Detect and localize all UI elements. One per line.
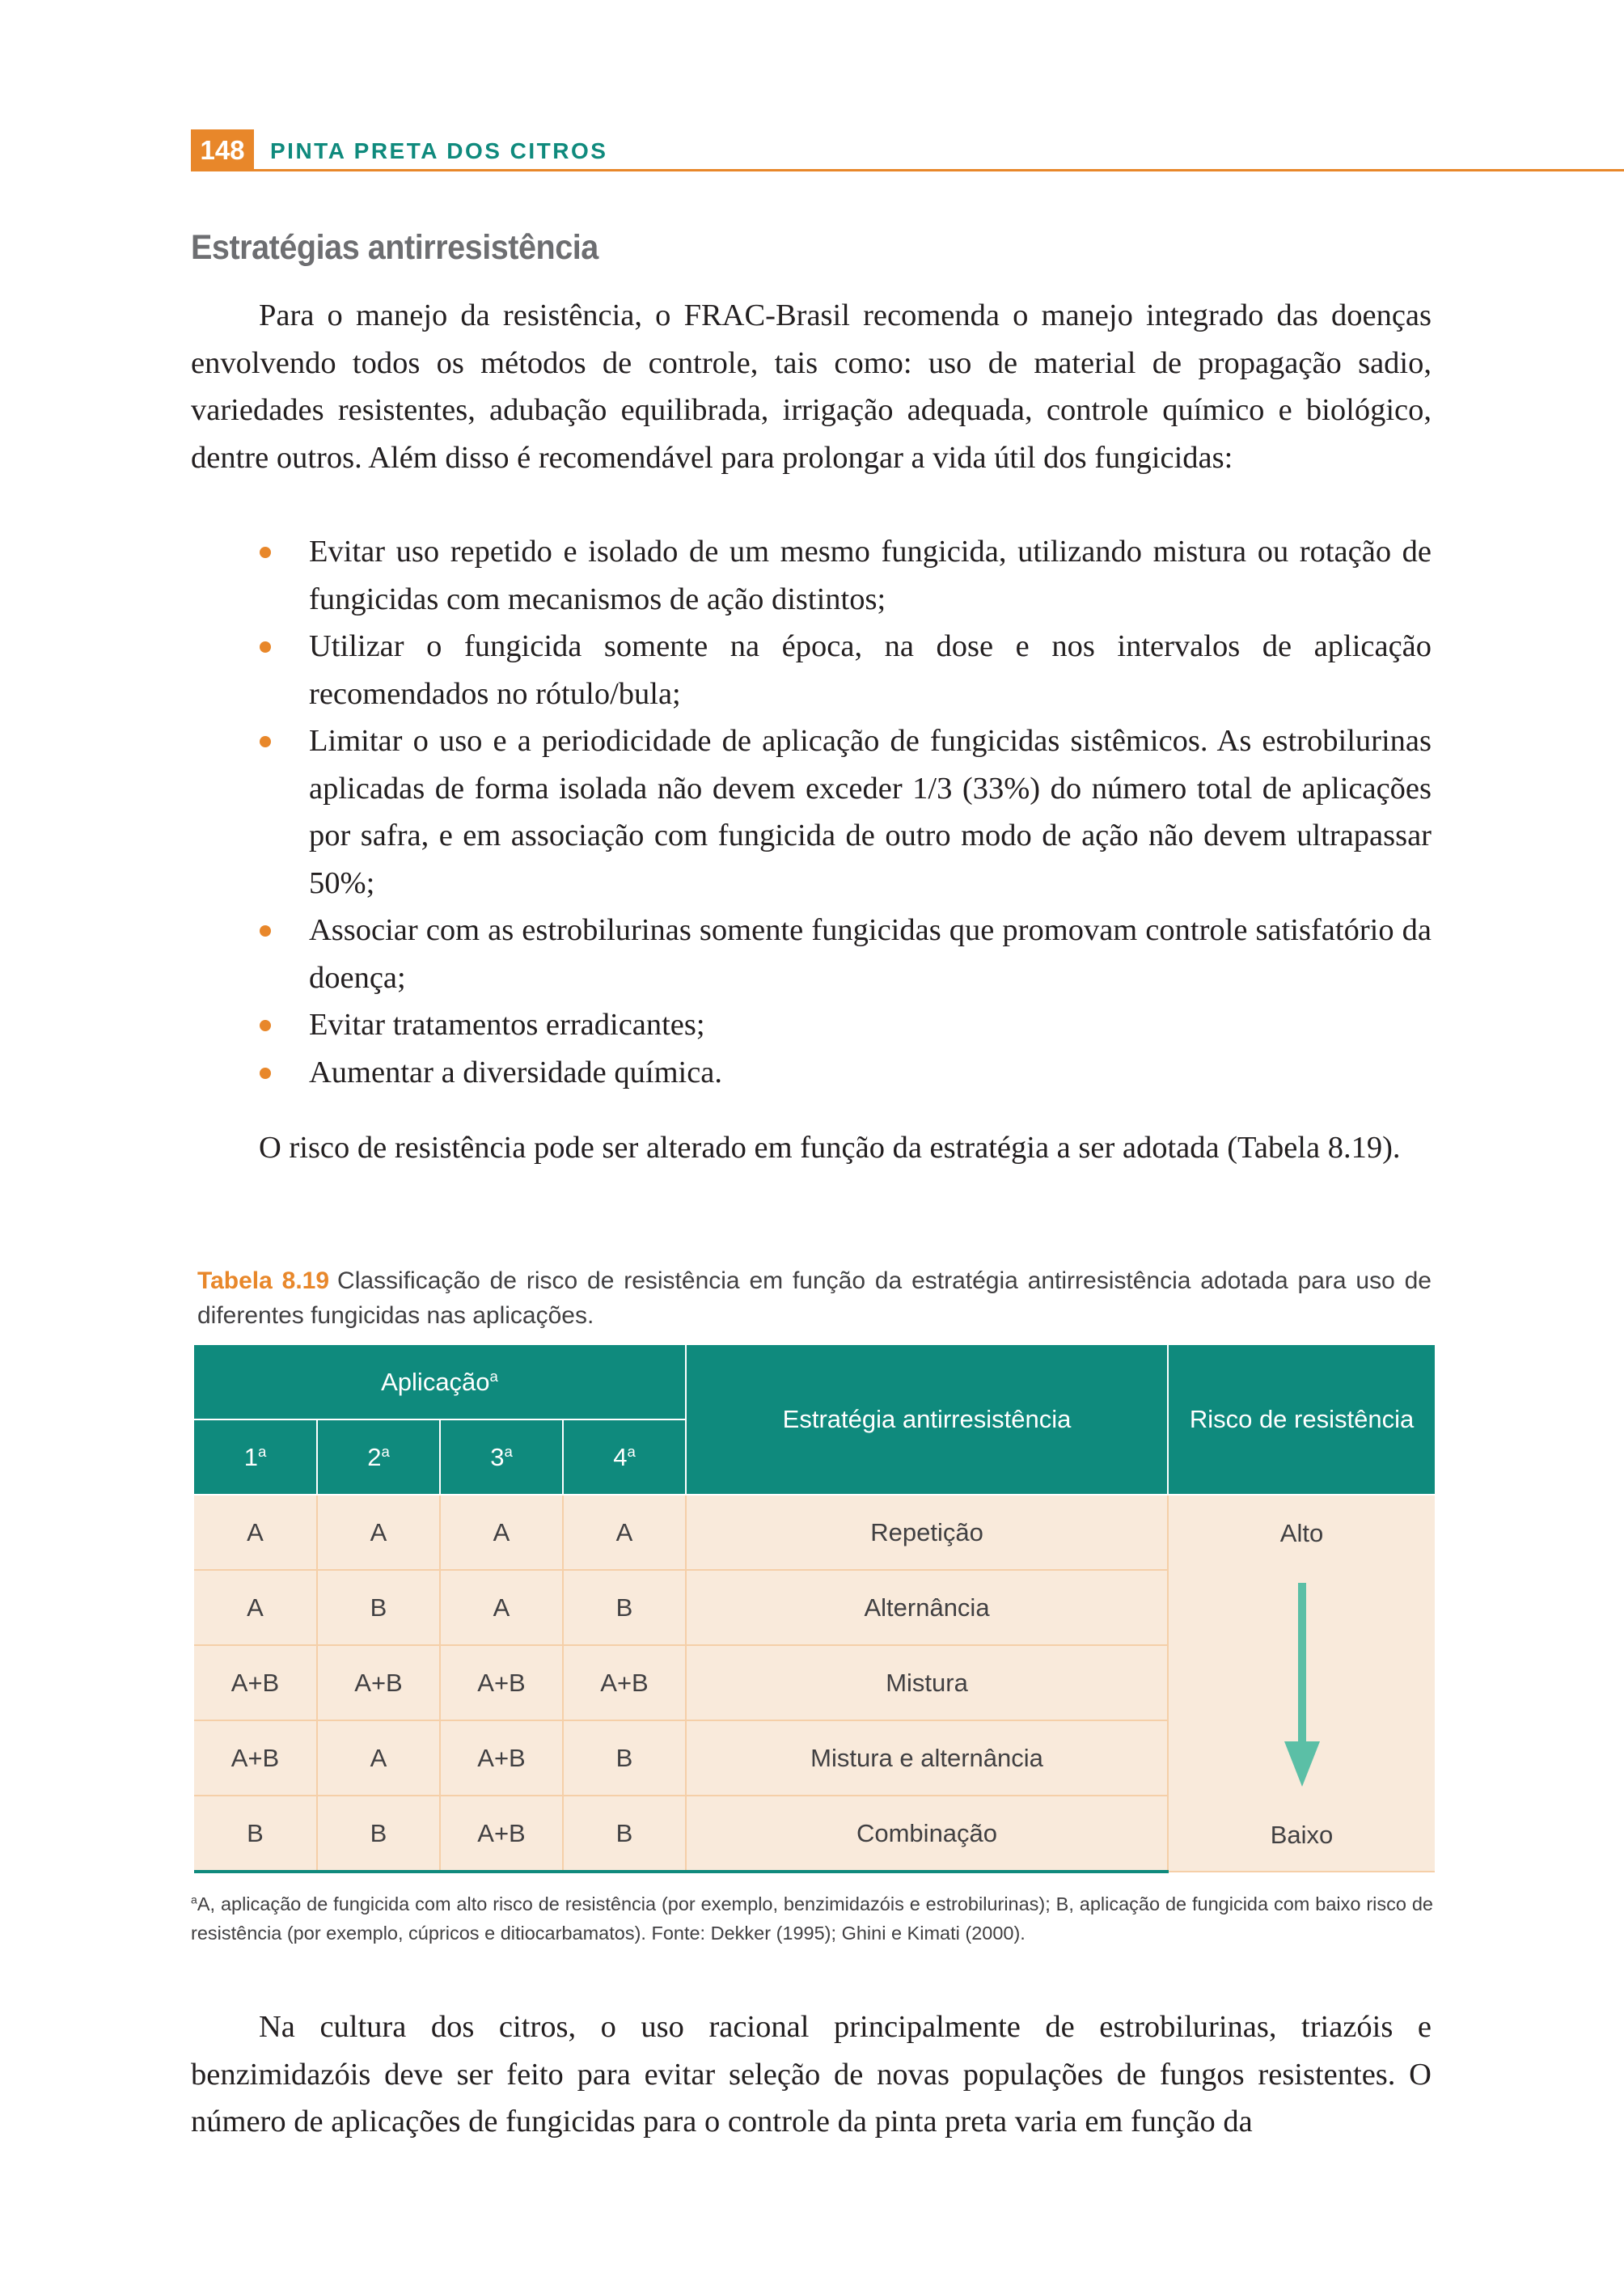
continuation-text: Na cultura dos citros, o uso racional principalmente de estrobilurinas, triazóis e benzimidazóis deve ser feito para evitar seleção de novas populações de fungos resistentes. O número de aplicações de fungicidas para o controle da pinta preta varia em função da xyxy=(191,2010,1432,2139)
cell-app-3: A+B xyxy=(440,1720,563,1796)
footnote-text: A, aplicação de fungicida com alto risco de resistência (por exemplo, benzimidazóis e estrobilurinas); B, aplicação de fungicida com baixo risco de resistência (por exemplo, cúpricos e ditiocarbamatos). Fonte: Dekker (1995); Ghini e Kimati (2000). xyxy=(191,1893,1433,1944)
bullet-icon xyxy=(260,641,271,653)
risk-table xyxy=(194,1345,1435,1873)
list-item xyxy=(191,1049,1432,1097)
header-app-2: 2$^a$ xyxy=(317,1419,440,1495)
list-item-text: Evitar tratamentos erradicantes; xyxy=(309,1008,705,1042)
list-item xyxy=(191,1001,1432,1049)
running-header xyxy=(191,129,1624,171)
intro-paragraph xyxy=(191,292,1432,481)
continuation-paragraph xyxy=(191,2003,1432,2146)
bullet-icon xyxy=(260,925,271,937)
cell-app-1: A xyxy=(194,1570,317,1645)
cell-app-3: A+B xyxy=(440,1645,563,1720)
list-item-text: Associar com as estrobilurinas somente fungicidas que promovam controle satisfatório da doença; xyxy=(309,913,1432,995)
cell-app-3: A xyxy=(440,1570,563,1645)
caption-text: Classificação de risco de resistência em função da estratégia antirresistência adotada para uso de diferentes fungicidas nas aplicações. xyxy=(197,1267,1432,1329)
list-item xyxy=(191,717,1432,907)
list-item xyxy=(191,907,1432,1001)
risk-high-label: Alto xyxy=(1279,1519,1324,1547)
header-app-3: 3$^a$ xyxy=(440,1419,563,1495)
page-number: 148 xyxy=(191,129,254,171)
cell-app-2: B xyxy=(317,1796,440,1872)
cell-app-4: B xyxy=(563,1570,686,1645)
recommendation-list xyxy=(191,528,1432,1096)
list-item-text: Aumentar a diversidade química. xyxy=(309,1055,723,1089)
cell-app-4: B xyxy=(563,1720,686,1796)
cell-strategy: Combinação xyxy=(686,1796,1168,1872)
running-title: PINTA PRETA DOS CITROS xyxy=(270,138,608,163)
list-item xyxy=(191,528,1432,623)
header-app-1: 1$^a$ xyxy=(194,1419,317,1495)
header-rule xyxy=(254,169,1624,171)
risk-low-label: Baixo xyxy=(1270,1821,1334,1849)
header-strategy: Estratégia antirresistência xyxy=(686,1345,1168,1495)
bullet-icon xyxy=(260,1020,271,1031)
cell-strategy: Mistura xyxy=(686,1645,1168,1720)
bullet-icon xyxy=(260,1068,271,1079)
header-app-4: 4$^a$ xyxy=(563,1419,686,1495)
header-risk: Risco de resistência xyxy=(1168,1345,1435,1495)
closing-text: O risco de resistência pode ser alterado em função da estratégia a ser adotada (Tabela 8.19). xyxy=(259,1131,1401,1165)
cell-app-2: A+B xyxy=(317,1645,440,1720)
cell-app-3: A+B xyxy=(440,1796,563,1872)
bullet-icon xyxy=(260,736,271,747)
risk-column xyxy=(1168,1495,1435,1872)
cell-app-4: A+B xyxy=(563,1645,686,1720)
table-row xyxy=(194,1495,1435,1570)
bullet-icon xyxy=(260,547,271,558)
header-application: Aplicação$^a$ xyxy=(194,1345,686,1419)
footnote-marker: a xyxy=(191,1893,197,1906)
cell-app-2: A xyxy=(317,1495,440,1570)
cell-strategy: Mistura e alternância xyxy=(686,1720,1168,1796)
closing-paragraph xyxy=(191,1124,1432,1172)
cell-app-2: B xyxy=(317,1570,440,1645)
cell-app-4: B xyxy=(563,1796,686,1872)
cell-app-3: A xyxy=(440,1495,563,1570)
table-caption xyxy=(197,1263,1432,1333)
list-item-text: Limitar o uso e a periodicidade de aplicação de fungicidas sistêmicos. As estrobilurinas aplicadas de forma isolada não devem exceder 1/3 (33%) do número total de aplicações por safra, e em associação com fungicida de outro modo de ação não devem ultrapassar 50%; xyxy=(309,724,1432,900)
superscript-a: a xyxy=(489,1367,498,1385)
caption-label: Tabela 8.19 xyxy=(197,1267,330,1294)
cell-strategy: Alternância xyxy=(686,1570,1168,1645)
arrow-down-icon xyxy=(1281,1583,1323,1787)
cell-app-4: A xyxy=(563,1495,686,1570)
list-item-text: Utilizar o fungicida somente na época, na dose e nos intervalos de aplicação recomendados no rótulo/bula; xyxy=(309,629,1432,711)
list-item-text: Evitar uso repetido e isolado de um mesmo fungicida, utilizando mistura ou rotação de fungicidas com mecanismos de ação distintos; xyxy=(309,535,1432,616)
section-heading: Estratégias antirresistência xyxy=(191,228,598,267)
cell-strategy: Repetição xyxy=(686,1495,1168,1570)
intro-text: Para o manejo da resistência, o FRAC-Brasil recomenda o manejo integrado das doenças envolvendo todos os métodos de controle, tais como: uso de material de propagação sadio, variedades resistentes, adubação equilibrada, irrigação adequada, controle químico e biológico, dentre outros. Além disso é recomendável para prolongar a vida útil dos fungicidas: xyxy=(191,298,1432,475)
cell-app-1: B xyxy=(194,1796,317,1872)
cell-app-1: A+B xyxy=(194,1720,317,1796)
list-item xyxy=(191,623,1432,717)
cell-app-2: A xyxy=(317,1720,440,1796)
cell-app-1: A+B xyxy=(194,1645,317,1720)
cell-app-1: A xyxy=(194,1495,317,1570)
table-footnote xyxy=(191,1889,1433,1948)
